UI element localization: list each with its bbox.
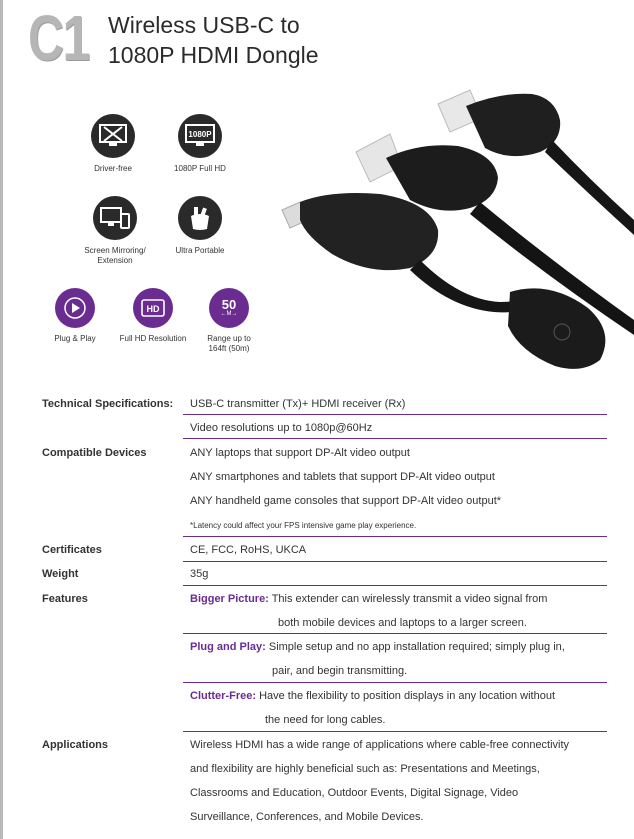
hd-text: HD [146, 304, 160, 314]
title-line-1: Wireless USB-C to [108, 12, 300, 38]
range-value: 50 [221, 297, 237, 312]
title-line-2: 1080P HDMI Dongle [108, 42, 319, 68]
divider [183, 585, 607, 586]
feature-keyword: Clutter-Free: [190, 690, 257, 702]
feature-label: Driver-free [94, 164, 132, 173]
feature-label: Plug & Play [54, 334, 96, 343]
feature-text: Have the flexibility to position displays in any location without [256, 690, 556, 702]
feature-keyword: Bigger Picture: [190, 593, 269, 605]
feature-text: This extender can wirelessly transmit a video signal from [268, 593, 548, 605]
left-edge-bar [0, 0, 3, 839]
range-unit: ←M→ [220, 311, 238, 317]
page-title [108, 10, 319, 70]
hd-icon [133, 288, 173, 328]
spec-value: pair, and begin transmitting. [272, 665, 408, 677]
spec-key: Certificates [42, 544, 102, 556]
feature-driver-free [78, 114, 148, 174]
divider [183, 414, 607, 415]
spec-value: Video resolutions up to 1080p@60Hz [190, 422, 373, 434]
feature-range [200, 288, 258, 354]
feature-keyword: Plug and Play: [190, 641, 266, 653]
divider [183, 561, 607, 562]
divider [183, 536, 607, 537]
divider [183, 438, 607, 439]
feature-ultra-portable [165, 196, 235, 256]
usb-c-transmitter [282, 193, 605, 369]
feature-label-1: Screen Mirroring/ [84, 246, 146, 255]
range-icon [209, 288, 249, 328]
feature-text: Simple setup and no app installation required; simply plug in, [265, 641, 565, 653]
spec-value: ANY handheld game consoles that support DP-Alt video output* [190, 495, 502, 507]
spec-key: Applications [42, 739, 109, 751]
spec-value: 35g [190, 568, 209, 580]
spec-value: ANY smartphones and tablets that support DP-Alt video output [190, 471, 495, 483]
spec-value: Classrooms and Education, Outdoor Events, Digital Signage, Video [190, 787, 519, 799]
divider [183, 633, 607, 634]
feature-label-2: Extension [97, 256, 133, 265]
feature-label: Full HD Resolution [119, 334, 187, 343]
spec-value [190, 690, 555, 702]
monitor-1080p-icon [178, 114, 222, 158]
spec-key: Features [42, 593, 88, 605]
pouch-icon [178, 196, 222, 240]
model-code: C1 [28, 2, 89, 74]
feature-label-2: 164ft (50m) [208, 344, 250, 353]
spec-value: ANY laptops that support DP-Alt video output [190, 447, 410, 459]
spec-value: CE, FCC, RoHS, UKCA [190, 544, 307, 556]
no-disc-icon [91, 114, 135, 158]
feature-label-1: Range up to [207, 334, 251, 343]
badge-text: 1080P [188, 130, 212, 139]
divider [183, 731, 607, 732]
feature-label: 1080P Full HD [174, 164, 226, 173]
divider [183, 682, 607, 683]
feature-plug-play [50, 288, 100, 344]
spec-value: Surveillance, Conferences, and Mobile Devices. [190, 811, 424, 823]
spec-value: both mobile devices and laptops to a larger screen. [278, 617, 527, 629]
spec-value: the need for long cables. [265, 714, 386, 726]
spec-key: Technical Specifications: [42, 398, 174, 410]
feature-full-hd [165, 114, 235, 174]
product-image [270, 70, 634, 380]
spec-value: and flexibility are highly beneficial such as: Presentations and Meetings, [190, 763, 540, 775]
spec-value: USB-C transmitter (Tx)+ HDMI receiver (Rx) [190, 398, 406, 410]
spec-key: Compatible Devices [42, 447, 147, 459]
spec-value: Wireless HDMI has a wide range of applications where cable-free connectivity [190, 739, 570, 751]
feature-screen-mirroring [74, 196, 156, 266]
spec-note: *Latency could affect your FPS intensive game play experience. [190, 521, 417, 530]
feature-label: Ultra Portable [175, 246, 225, 255]
feature-full-hd-resolution [118, 288, 188, 344]
screen-mirror-icon [93, 196, 137, 240]
spec-value [190, 641, 565, 653]
spec-key: Weight [42, 568, 79, 580]
spec-value [190, 593, 547, 605]
play-icon [55, 288, 95, 328]
